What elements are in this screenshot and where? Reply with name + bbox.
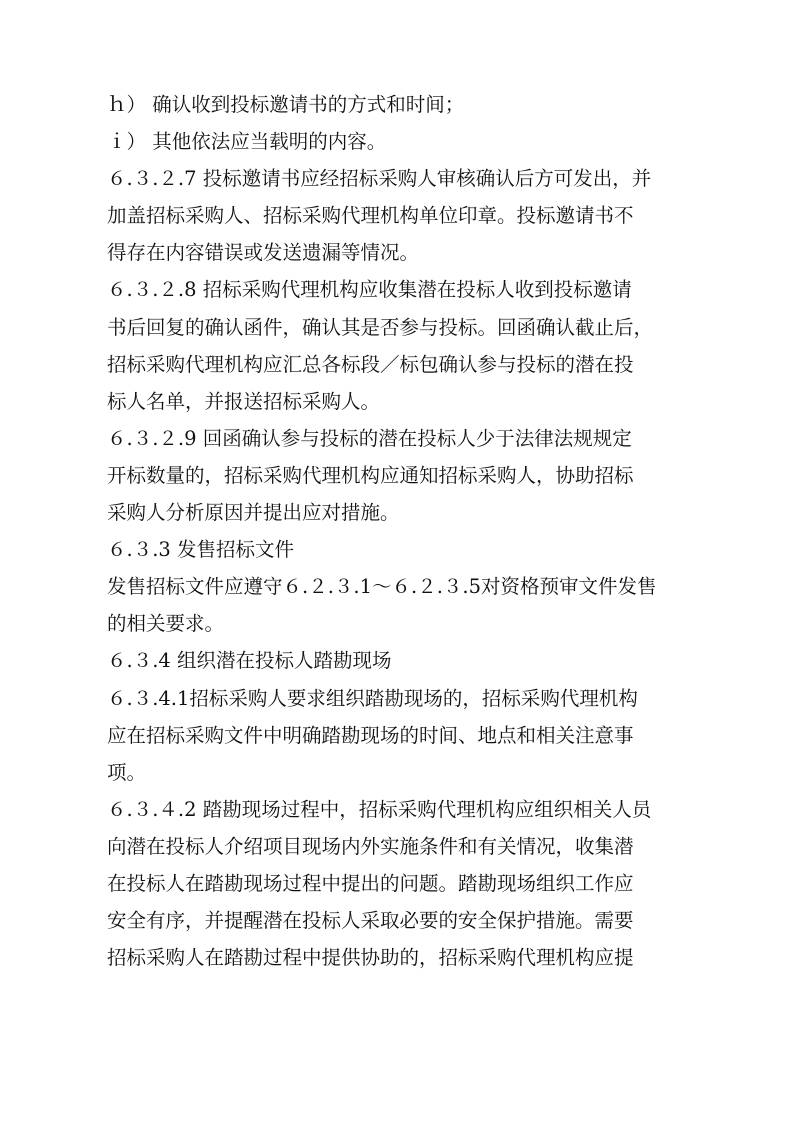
- text-line: ｉ） 其他依法应当载明的内容。: [107, 130, 387, 154]
- section-heading: ６.３.4 组织潜在投标人踏勘现场: [107, 649, 392, 673]
- text-line: ６.３.２.8 招标采购代理机构应收集潜在投标人收到投标邀请: [107, 278, 632, 302]
- text-line: 向潜在投标人介绍项目现场内外实施条件和有关情况，收集潜: [107, 834, 634, 858]
- text-line: 标人名单，并报送招标采购人。: [107, 389, 381, 413]
- text-line: 采购人分析原因并提出应对措施。: [107, 501, 400, 525]
- text-line: ６.３.４.2 踏勘现场过程中，招标采购代理机构应组织相关人员: [107, 797, 652, 821]
- text-line: 开标数量的，招标采购代理机构应通知招标采购人，协助招标: [107, 463, 634, 487]
- text-line: 安全有序，并提醒潜在投标人采取必要的安全保护措施。需要: [107, 909, 634, 933]
- text-line: ６.３.２.7 投标邀请书应经招标采购人审核确认后方可发出，并: [107, 167, 652, 191]
- text-line: 得存在内容错误或发送遗漏等情况。: [107, 241, 420, 265]
- document-body: [107, 86, 697, 976]
- text-line: 招标采购代理机构应汇总各标段／标包确认参与投标的潜在投: [107, 352, 634, 376]
- text-line: 应在招标采购文件中明确踏勘现场的时间、地点和相关注意事: [107, 723, 634, 747]
- text-line: 的相关要求。: [107, 612, 225, 636]
- text-line: 发售招标文件应遵守６.２.３.1～６.２.３.5对资格预审文件发售: [107, 575, 657, 599]
- text-line: 招标采购人在踏勘过程中提供协助的，招标采购代理机构应提: [107, 946, 634, 970]
- section-heading: ６.３.3 发售招标文件: [107, 538, 295, 562]
- text-line: 在投标人在踏勘现场过程中提出的问题。踏勘现场组织工作应: [107, 871, 634, 895]
- text-line: 项。: [107, 760, 147, 784]
- text-line: 书后回复的确认函件，确认其是否参与投标。回函确认截止后，: [107, 315, 654, 339]
- text-line: 加盖招标采购人、招标采购代理机构单位印章。投标邀请书不: [107, 204, 634, 228]
- text-line: ｈ） 确认收到投标邀请书的方式和时间；: [107, 93, 465, 116]
- text-line: ６.３.4.1招标采购人要求组织踏勘现场的，招标采购代理机构: [107, 686, 638, 710]
- text-line: ６.３.２.9 回函确认参与投标的潜在投标人少于法律法规规定: [107, 426, 632, 450]
